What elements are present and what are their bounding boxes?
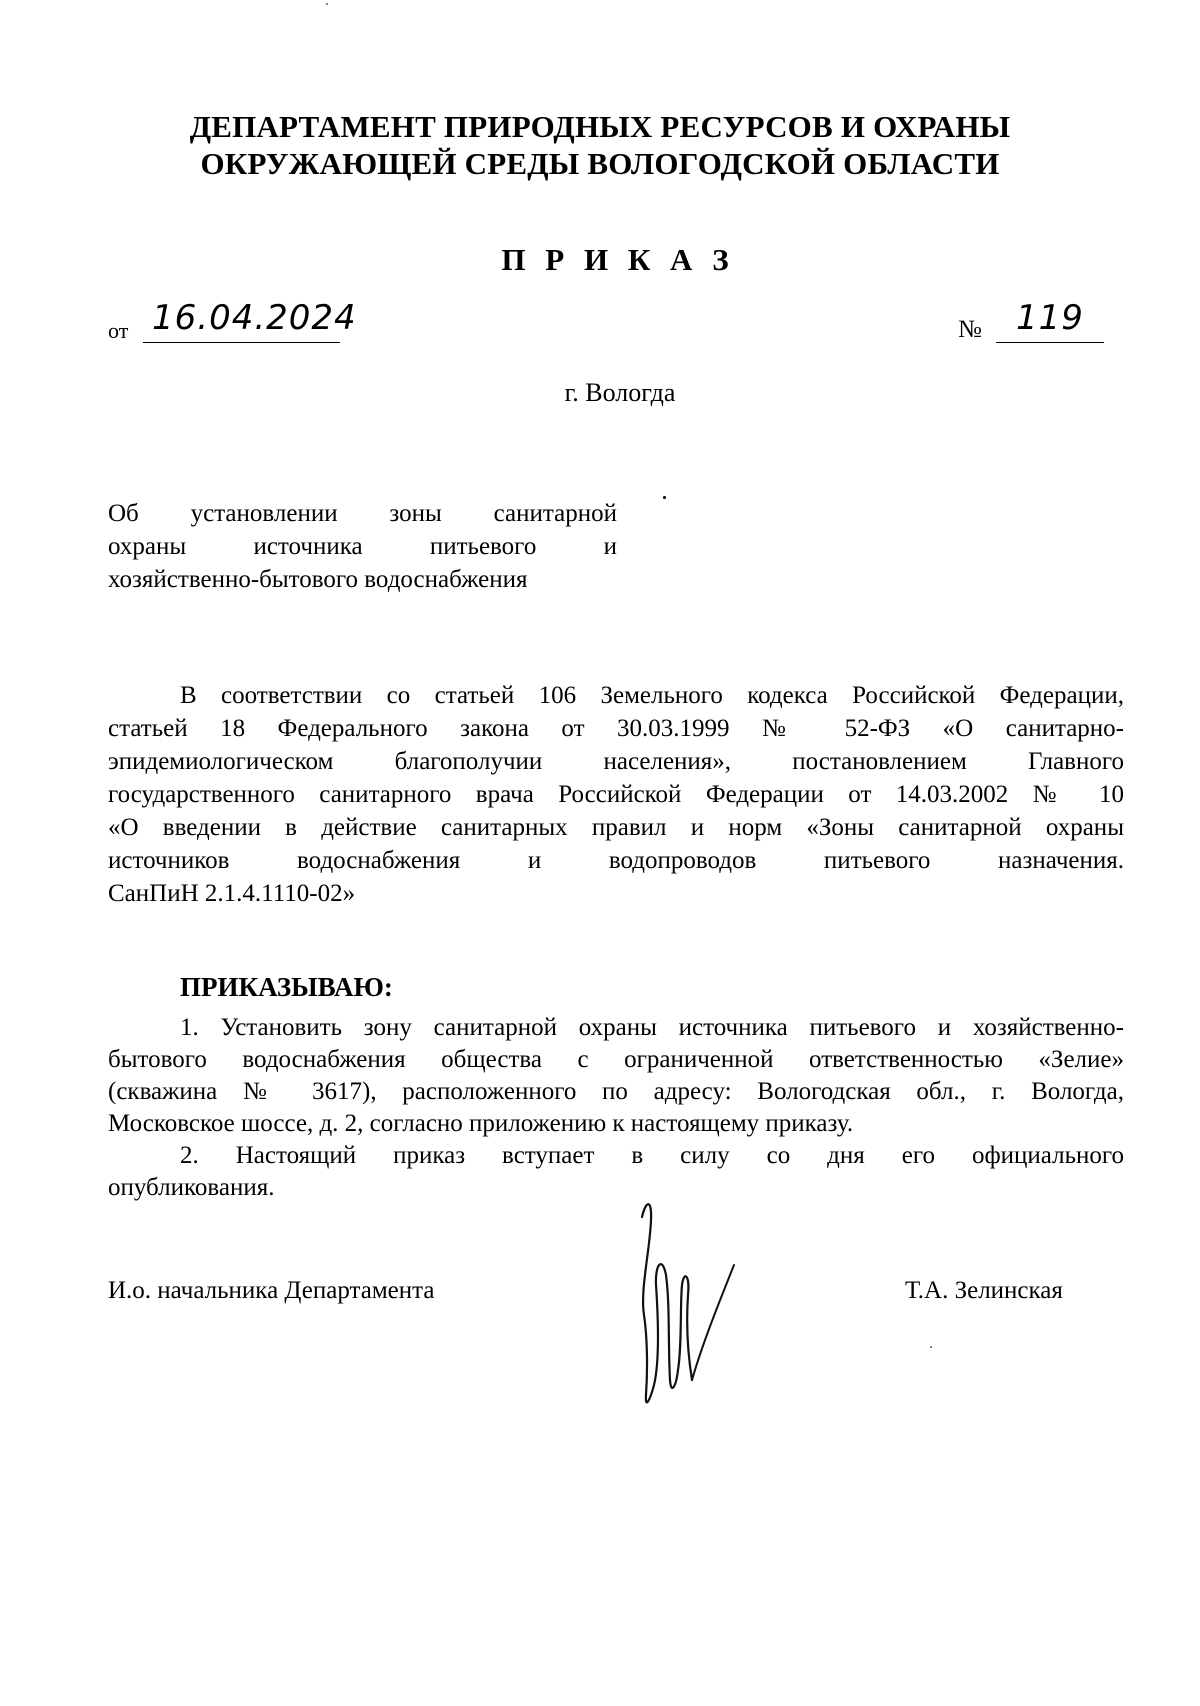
- order-items: [108, 1012, 1124, 1204]
- preamble-line: статьей 18 Федерального закона от 30.03.1999 № 52-ФЗ «О санитарно-: [108, 715, 1124, 742]
- subject-line: хозяйственно-бытового водоснабжения: [108, 566, 528, 593]
- department-name-line-1: ДЕПАРТАМЕНТ ПРИРОДНЫХ РЕСУРСОВ И ОХРАНЫ: [189, 109, 1011, 144]
- preamble-paragraph: [108, 679, 1124, 910]
- order-heading: ПРИКАЗЫВАЮ:: [180, 972, 393, 1002]
- signatory-name: Т.А. Зелинская: [905, 1277, 1063, 1304]
- scan-speck: [326, 3, 328, 5]
- number-label: №: [958, 316, 982, 343]
- date-label: от: [108, 318, 129, 343]
- order-item-1-line: бытового водоснабжения общества с ограниченной ответственностью «Зелие»: [108, 1046, 1124, 1073]
- order-item-1-line: 1. Установить зону санитарной охраны источника питьевого и хозяйственно-: [180, 1014, 1124, 1041]
- order-item-2-line: опубликования.: [108, 1174, 275, 1201]
- order-item-1-line: (скважина № 3617), расположенного по адресу: Вологодская обл., г. Вологда,: [108, 1078, 1124, 1105]
- date-underline: [143, 342, 340, 343]
- scan-speck: [930, 1346, 932, 1348]
- order-subject: [108, 497, 617, 596]
- preamble-line: государственного санитарного врача Российской Федерации от 14.03.2002 № 10: [108, 781, 1124, 808]
- number-underline: [996, 342, 1104, 343]
- number-field: [958, 298, 1108, 344]
- date-value-handwritten: 16.04.2024: [152, 298, 357, 338]
- date-field: [108, 298, 357, 344]
- preamble-line: «О введении в действие санитарных правил и норм «Зоны санитарной охраны: [108, 814, 1124, 841]
- subject-line: Об установлении зоны санитарной: [108, 500, 617, 527]
- handwritten-signature: [630, 1195, 750, 1425]
- preamble-line: В соответствии со статьей 106 Земельного кодекса Российской Федерации,: [180, 682, 1124, 709]
- signatory-position: И.о. начальника Департамента: [108, 1277, 435, 1304]
- preamble-line: СанПиН 2.1.4.1110-02»: [108, 880, 356, 907]
- scan-speck: [663, 496, 666, 499]
- document-type-title: П Р И К А З: [501, 242, 735, 277]
- order-item-2-line: 2. Настоящий приказ вступает в силу со дня его официального: [180, 1142, 1124, 1169]
- preamble-line: источников водоснабжения и водопроводов питьевого назначения.: [108, 847, 1124, 874]
- city-line: г. Вологда: [564, 378, 676, 407]
- preamble-line: эпидемиологическом благополучии населения», постановлением Главного: [108, 748, 1124, 775]
- number-value-handwritten: 119: [1016, 298, 1084, 338]
- order-item-1-line: Московское шоссе, д. 2, согласно приложению к настоящему приказу.: [108, 1110, 854, 1137]
- subject-line: охраны источника питьевого и: [108, 533, 617, 560]
- department-name-line-2: ОКРУЖАЮЩЕЙ СРЕДЫ ВОЛОГОДСКОЙ ОБЛАСТИ: [200, 146, 1000, 181]
